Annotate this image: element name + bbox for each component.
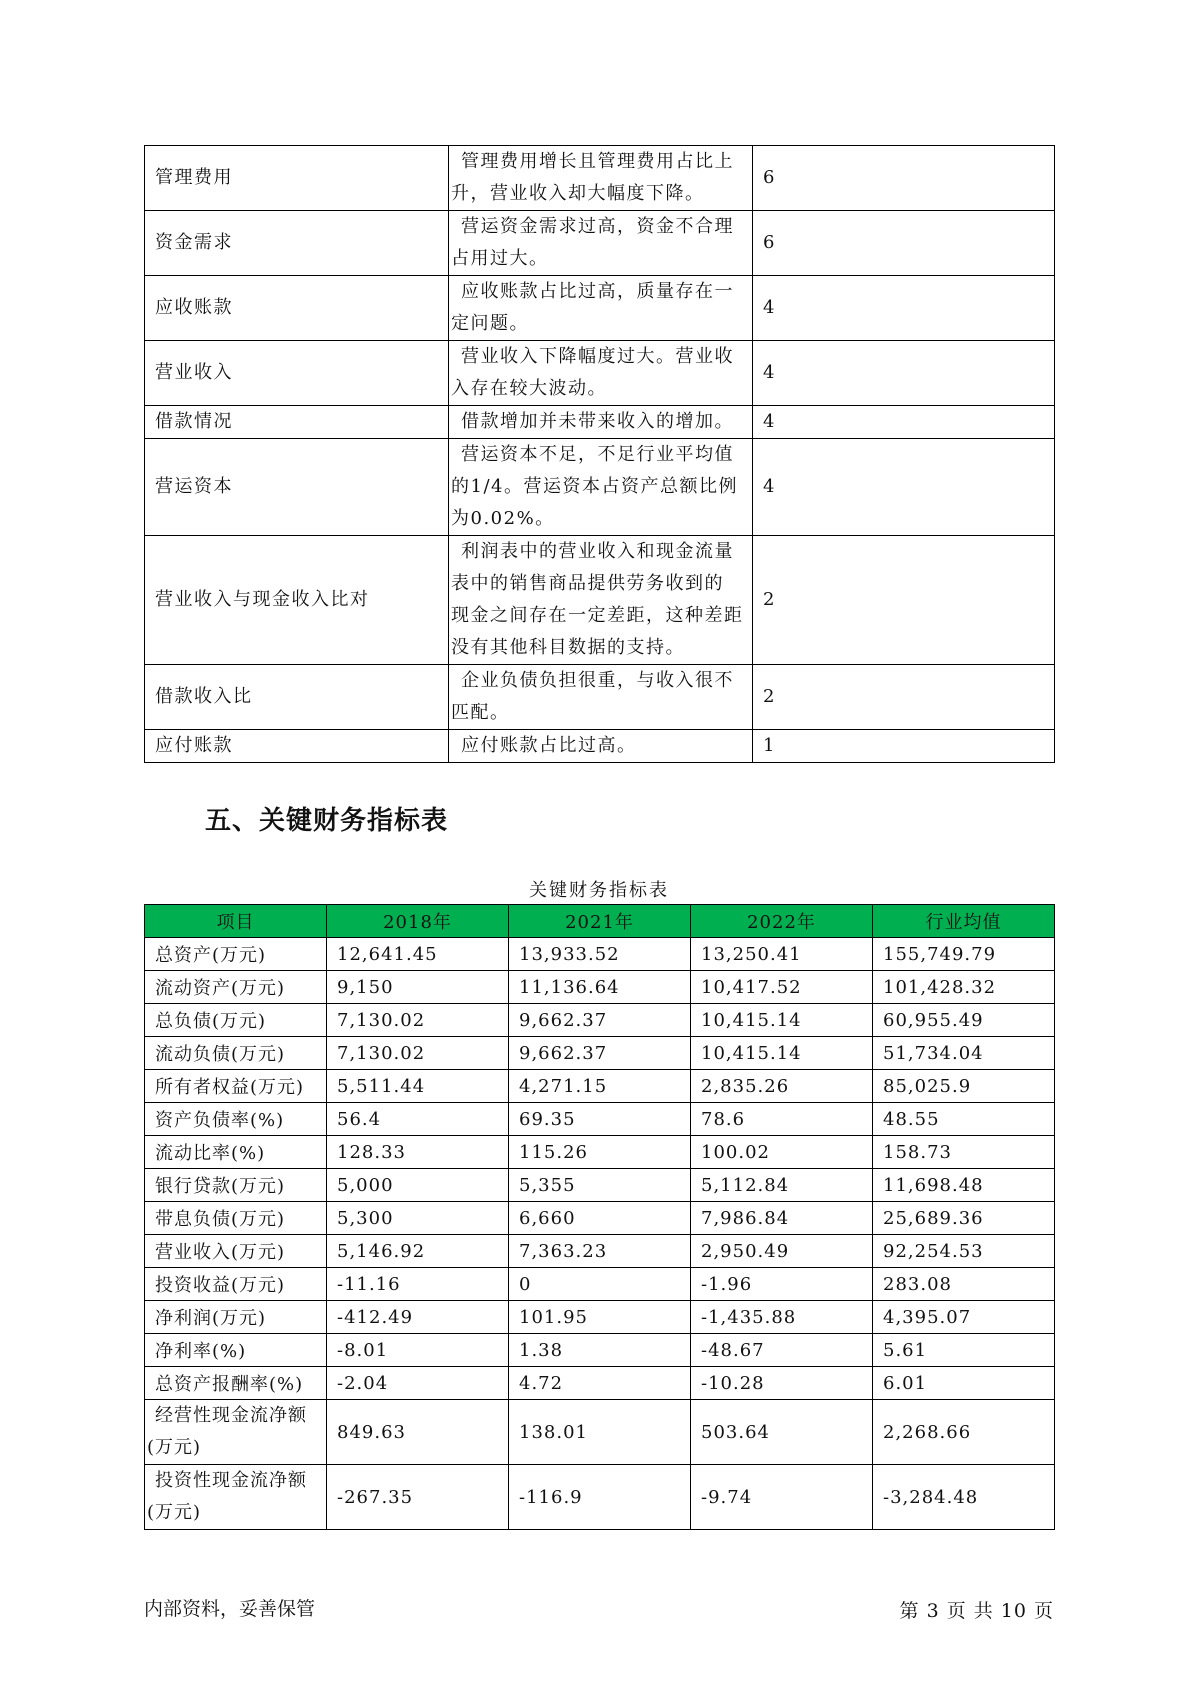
indicator-value-cell: 128.33 — [327, 1136, 509, 1169]
indicator-value-cell: -412.49 — [327, 1301, 509, 1334]
risk-item-cell: 管理费用 — [145, 146, 449, 211]
table-row — [145, 1465, 1055, 1530]
table-row — [145, 1367, 1055, 1400]
risk-description-line: 没有其他科目数据的支持。 — [451, 637, 685, 658]
indicator-value-cell: 849.63 — [327, 1400, 509, 1465]
risk-score-cell: 4 — [753, 276, 1055, 341]
table-row — [145, 1202, 1055, 1235]
indicator-value-cell: 92,254.53 — [873, 1235, 1055, 1268]
risk-score-cell: 1 — [753, 730, 1055, 763]
indicator-value-cell: -11.16 — [327, 1268, 509, 1301]
risk-item-cell: 营业收入与现金收入比对 — [145, 536, 449, 665]
indicator-value-cell: 5,000 — [327, 1169, 509, 1202]
table-row — [145, 1070, 1055, 1103]
table-row — [145, 211, 1055, 276]
table-row — [145, 146, 1055, 211]
indicator-name-cell: 营业收入(万元) — [145, 1235, 327, 1268]
indicator-value-cell: 11,136.64 — [509, 971, 691, 1004]
indicator-value-cell: 2,950.49 — [691, 1235, 873, 1268]
indicator-name-cell: 所有者权益(万元) — [145, 1070, 327, 1103]
table-row — [145, 665, 1055, 730]
risk-description-line: 入存在较大波动。 — [451, 378, 607, 399]
risk-description-cell — [449, 406, 753, 439]
risk-description-line: 管理费用增长且管理费用占比上 — [461, 151, 734, 172]
indicator-value-cell: 25,689.36 — [873, 1202, 1055, 1235]
risk-description-cell — [449, 536, 753, 665]
column-header: 2018年 — [327, 905, 509, 938]
indicator-value-cell: 4.72 — [509, 1367, 691, 1400]
table-row — [145, 971, 1055, 1004]
indicator-value-cell: -3,284.48 — [873, 1465, 1055, 1530]
risk-description-line: 应收账款占比过高，质量存在一 — [461, 281, 734, 302]
indicator-name-line: (万元) — [147, 1502, 202, 1523]
indicator-name-cell: 总资产(万元) — [145, 938, 327, 971]
table-row — [145, 1400, 1055, 1465]
indicator-value-cell: 69.35 — [509, 1103, 691, 1136]
table-row — [145, 406, 1055, 439]
indicator-value-cell: 85,025.9 — [873, 1070, 1055, 1103]
indicator-value-cell: 5,511.44 — [327, 1070, 509, 1103]
column-header: 行业均值 — [873, 905, 1055, 938]
indicator-value-cell: -1.96 — [691, 1268, 873, 1301]
indicator-value-cell: 13,250.41 — [691, 938, 873, 971]
indicator-value-cell: -10.28 — [691, 1367, 873, 1400]
indicator-value-cell: 7,986.84 — [691, 1202, 873, 1235]
key-financial-indicators-table — [144, 904, 1055, 1530]
risk-factor-table — [144, 145, 1055, 763]
risk-score-cell: 6 — [753, 146, 1055, 211]
indicator-name-cell — [145, 1400, 327, 1465]
indicator-value-cell: 0 — [509, 1268, 691, 1301]
risk-description-line: 企业负债负担很重，与收入很不 — [461, 670, 734, 691]
indicator-value-cell: 2,268.66 — [873, 1400, 1055, 1465]
risk-score-cell: 4 — [753, 439, 1055, 536]
indicator-value-cell: 138.01 — [509, 1400, 691, 1465]
risk-description-cell — [449, 146, 753, 211]
indicator-value-cell: 10,415.14 — [691, 1004, 873, 1037]
indicator-value-cell: 51,734.04 — [873, 1037, 1055, 1070]
risk-item-cell: 资金需求 — [145, 211, 449, 276]
risk-item-cell: 营业收入 — [145, 341, 449, 406]
indicator-value-cell: 158.73 — [873, 1136, 1055, 1169]
risk-score-cell: 6 — [753, 211, 1055, 276]
indicator-value-cell: 1.38 — [509, 1334, 691, 1367]
indicator-name-cell: 投资收益(万元) — [145, 1268, 327, 1301]
risk-description-line: 表中的销售商品提供劳务收到的 — [451, 573, 724, 594]
indicator-name-cell: 净利率(%) — [145, 1334, 327, 1367]
indicator-value-cell: 5,300 — [327, 1202, 509, 1235]
indicator-value-cell: 9,662.37 — [509, 1037, 691, 1070]
indicator-name-cell: 流动负债(万元) — [145, 1037, 327, 1070]
risk-score-cell: 2 — [753, 665, 1055, 730]
risk-item-cell: 借款情况 — [145, 406, 449, 439]
table-header-row — [145, 905, 1055, 938]
indicator-value-cell: 60,955.49 — [873, 1004, 1055, 1037]
risk-description-line: 现金之间存在一定差距，这种差距 — [451, 605, 744, 626]
indicator-value-cell: 101.95 — [509, 1301, 691, 1334]
risk-score-cell: 2 — [753, 536, 1055, 665]
column-header: 2021年 — [509, 905, 691, 938]
column-header: 项目 — [145, 905, 327, 938]
indicator-value-cell: 101,428.32 — [873, 971, 1055, 1004]
footer-confidential-note: 内部资料，妥善保管 — [144, 1598, 316, 1620]
table-row — [145, 1235, 1055, 1268]
indicator-name-line: 投资性现金流净额 — [155, 1470, 307, 1491]
risk-description-line: 营业收入下降幅度过大。营业收 — [461, 346, 734, 367]
indicator-value-cell: 115.26 — [509, 1136, 691, 1169]
risk-description-line: 定问题。 — [451, 313, 529, 334]
indicator-value-cell: -8.01 — [327, 1334, 509, 1367]
indicator-value-cell: 9,150 — [327, 971, 509, 1004]
risk-score-cell: 4 — [753, 341, 1055, 406]
indicator-value-cell: 78.6 — [691, 1103, 873, 1136]
indicator-name-cell: 总资产报酬率(%) — [145, 1367, 327, 1400]
risk-description-line: 利润表中的营业收入和现金流量 — [461, 541, 734, 562]
table-row — [145, 1268, 1055, 1301]
risk-description-line: 应付账款占比过高。 — [461, 735, 637, 756]
risk-description-cell — [449, 439, 753, 536]
indicator-value-cell: 5,112.84 — [691, 1169, 873, 1202]
risk-item-cell: 借款收入比 — [145, 665, 449, 730]
table-row — [145, 341, 1055, 406]
indicator-value-cell: -48.67 — [691, 1334, 873, 1367]
indicator-name-cell: 资产负债率(%) — [145, 1103, 327, 1136]
risk-description-cell — [449, 730, 753, 763]
table-row — [145, 1334, 1055, 1367]
section-heading: 五、关键财务指标表 — [205, 806, 449, 836]
indicator-value-cell: 283.08 — [873, 1268, 1055, 1301]
table-caption: 关键财务指标表 — [529, 880, 669, 901]
indicator-value-cell: 48.55 — [873, 1103, 1055, 1136]
risk-description-line: 升，营业收入却大幅度下降。 — [451, 183, 705, 204]
indicator-value-cell: 56.4 — [327, 1103, 509, 1136]
indicator-value-cell: -267.35 — [327, 1465, 509, 1530]
indicator-value-cell: 10,417.52 — [691, 971, 873, 1004]
indicator-name-cell: 流动比率(%) — [145, 1136, 327, 1169]
indicator-name-cell: 银行贷款(万元) — [145, 1169, 327, 1202]
indicator-name-cell: 净利润(万元) — [145, 1301, 327, 1334]
indicator-value-cell: -9.74 — [691, 1465, 873, 1530]
indicator-name-line: 经营性现金流净额 — [155, 1405, 307, 1426]
table-row — [145, 1169, 1055, 1202]
indicator-name-cell: 流动资产(万元) — [145, 971, 327, 1004]
indicator-value-cell: 100.02 — [691, 1136, 873, 1169]
risk-description-cell — [449, 276, 753, 341]
risk-description-line: 营运资本不足，不足行业平均值 — [461, 444, 734, 465]
indicator-name-line: (万元) — [147, 1437, 202, 1458]
indicator-value-cell: -2.04 — [327, 1367, 509, 1400]
table-row — [145, 730, 1055, 763]
indicator-value-cell: 7,130.02 — [327, 1004, 509, 1037]
indicator-value-cell: -1,435.88 — [691, 1301, 873, 1334]
table-row — [145, 938, 1055, 971]
risk-item-cell: 应收账款 — [145, 276, 449, 341]
indicator-value-cell: 7,363.23 — [509, 1235, 691, 1268]
table-row — [145, 1103, 1055, 1136]
indicator-name-cell: 带息负债(万元) — [145, 1202, 327, 1235]
indicator-value-cell: 12,641.45 — [327, 938, 509, 971]
indicator-name-cell: 总负债(万元) — [145, 1004, 327, 1037]
table-row — [145, 1037, 1055, 1070]
indicator-value-cell: 503.64 — [691, 1400, 873, 1465]
risk-item-cell: 营运资本 — [145, 439, 449, 536]
table-row — [145, 1301, 1055, 1334]
indicator-value-cell: -116.9 — [509, 1465, 691, 1530]
indicator-value-cell: 2,835.26 — [691, 1070, 873, 1103]
risk-description-line: 借款增加并未带来收入的增加。 — [461, 411, 734, 432]
table-row — [145, 536, 1055, 665]
indicator-value-cell: 9,662.37 — [509, 1004, 691, 1037]
risk-description-line: 占用过大。 — [451, 248, 549, 269]
table-row — [145, 276, 1055, 341]
footer-page-number: 第 3 页 共 10 页 — [899, 1600, 1054, 1622]
table-row — [145, 439, 1055, 536]
table-row — [145, 1136, 1055, 1169]
risk-description-cell — [449, 665, 753, 730]
indicator-value-cell: 155,749.79 — [873, 938, 1055, 971]
indicator-value-cell: 4,395.07 — [873, 1301, 1055, 1334]
indicator-value-cell: 6.01 — [873, 1367, 1055, 1400]
risk-description-cell — [449, 211, 753, 276]
indicator-value-cell: 4,271.15 — [509, 1070, 691, 1103]
indicator-name-cell — [145, 1465, 327, 1530]
risk-description-line: 营运资金需求过高，资金不合理 — [461, 216, 734, 237]
risk-description-line: 匹配。 — [451, 702, 510, 723]
column-header: 2022年 — [691, 905, 873, 938]
indicator-value-cell: 6,660 — [509, 1202, 691, 1235]
risk-item-cell: 应付账款 — [145, 730, 449, 763]
risk-description-line: 为0.02%。 — [451, 508, 555, 529]
indicator-value-cell: 5.61 — [873, 1334, 1055, 1367]
indicator-value-cell: 7,130.02 — [327, 1037, 509, 1070]
indicator-value-cell: 5,355 — [509, 1169, 691, 1202]
table-row — [145, 1004, 1055, 1037]
risk-description-cell — [449, 341, 753, 406]
indicator-value-cell: 11,698.48 — [873, 1169, 1055, 1202]
indicator-value-cell: 5,146.92 — [327, 1235, 509, 1268]
indicator-value-cell: 10,415.14 — [691, 1037, 873, 1070]
risk-score-cell: 4 — [753, 406, 1055, 439]
indicator-value-cell: 13,933.52 — [509, 938, 691, 971]
risk-description-line: 的1/4。营运资本占资产总额比例 — [451, 476, 738, 497]
